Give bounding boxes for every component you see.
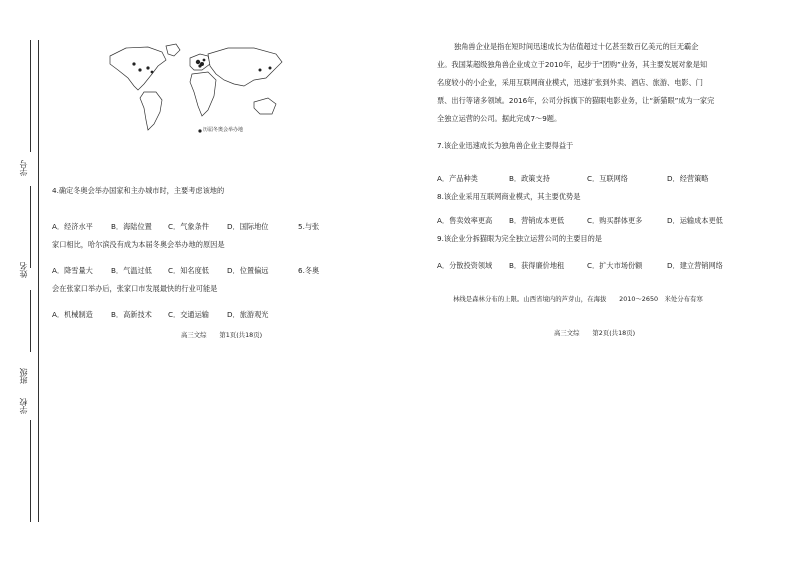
binding-line bbox=[38, 40, 39, 522]
q8-option-b[interactable]: B．营销成本更低 bbox=[509, 216, 565, 225]
student-id-blank[interactable] bbox=[30, 186, 31, 268]
q4-option-d[interactable]: D．国际地位 bbox=[227, 222, 269, 231]
page-1-footer: 高三文综 第1页(共18页) bbox=[181, 331, 263, 339]
q4-option-b[interactable]: B．海陆位置 bbox=[111, 222, 152, 231]
name-label: 姓名 bbox=[19, 262, 28, 278]
passage-line-5: 全独立运营的公司。据此完成7～9题。 bbox=[437, 114, 562, 123]
passage-line-3: 名度较小的小企业，采用互联网商业模式，迅速扩张到外卖、酒店、旅游、电影、门 bbox=[437, 78, 703, 87]
page-2-footer: 高三文综 第2页(共18页) bbox=[554, 329, 636, 337]
world-map-figure bbox=[104, 40, 294, 136]
class-label: 班级 bbox=[19, 368, 28, 384]
q5-option-d[interactable]: D．位置偏远 bbox=[227, 266, 269, 275]
legend-marker-icon bbox=[198, 129, 201, 132]
q9-option-c[interactable]: C．扩大市场份额 bbox=[587, 261, 643, 270]
q6-stem: 会在张家口举办后，张家口市发展最快的行业可能是 bbox=[52, 284, 218, 293]
passage-line-4: 票、出行等诸多领域。2016年，公司分拆旗下的猫眼电影业务，让“新猫眼”成为一家完 bbox=[437, 96, 715, 105]
q5-option-b[interactable]: B．气温过低 bbox=[111, 266, 152, 275]
q5-option-a[interactable]: A．降雪量大 bbox=[52, 266, 93, 275]
q8-option-c[interactable]: C．购买群体更多 bbox=[587, 216, 643, 225]
q10-intro: 林线是森林分布的上限。山西省境内的芦芽山，在海拔 2010～2650 米处分布有寒 bbox=[453, 295, 703, 303]
map-legend: 历届冬奥会举办地 bbox=[203, 127, 244, 133]
q6-number: 6.冬奥 bbox=[298, 266, 320, 275]
q5-option-c[interactable]: C．知名度低 bbox=[168, 266, 209, 275]
q4-option-a[interactable]: A．经济水平 bbox=[52, 222, 93, 231]
q6-option-d[interactable]: D．旅游观光 bbox=[227, 310, 269, 319]
passage-line-1: 独角兽企业是指在短时间迅速成长为估值超过十亿甚至数百亿美元的巨无霸企 bbox=[454, 42, 699, 51]
q7-option-a[interactable]: A．产品种类 bbox=[437, 174, 478, 183]
q6-option-b[interactable]: B．高新技术 bbox=[111, 310, 152, 319]
q5-number: 5.与张 bbox=[298, 222, 320, 231]
q8-stem: 8.该企业采用互联网商业模式，其主要优势是 bbox=[437, 192, 581, 201]
q8-option-d[interactable]: D．运输成本更低 bbox=[667, 216, 723, 225]
q9-stem: 9.该企业分拆猫眼为完全独立运营公司的主要目的是 bbox=[437, 234, 602, 243]
world-map-continents bbox=[110, 44, 282, 130]
q9-option-d[interactable]: D．建立营销网络 bbox=[667, 261, 723, 270]
q9-option-a[interactable]: A．分散投资领域 bbox=[437, 261, 493, 270]
q5-stem: 家口相比，哈尔滨没有成为本届冬奥会举办地的原因是 bbox=[52, 240, 225, 249]
name-blank[interactable] bbox=[30, 290, 31, 352]
q8-option-a[interactable]: A．售卖效率更高 bbox=[437, 216, 493, 225]
margin-rule-top bbox=[30, 40, 31, 152]
student-id-label: 学号 bbox=[19, 160, 28, 176]
passage-line-2: 业。我国某超级独角兽企业成立于2010年，起步于“团购”业务，其主要发展对象是知 bbox=[437, 60, 708, 69]
q6-option-a[interactable]: A．机械制造 bbox=[52, 310, 93, 319]
q7-option-d[interactable]: D．经营策略 bbox=[667, 174, 709, 183]
q4-stem: 4.确定冬奥会举办国家和主办城市时，主要考虑该地的 bbox=[52, 186, 225, 195]
q7-option-c[interactable]: C．互联网络 bbox=[587, 174, 628, 183]
q6-option-c[interactable]: C．交通运输 bbox=[168, 310, 209, 319]
school-label: 学校 bbox=[19, 398, 28, 414]
q4-option-c[interactable]: C．气象条件 bbox=[168, 222, 209, 231]
margin-rule-bottom bbox=[30, 420, 31, 522]
q7-option-b[interactable]: B．政策支持 bbox=[509, 174, 550, 183]
q7-stem: 7.该企业迅速成长为独角兽企业主要得益于 bbox=[437, 141, 574, 150]
q9-option-b[interactable]: B．获得廉价地租 bbox=[509, 261, 565, 270]
